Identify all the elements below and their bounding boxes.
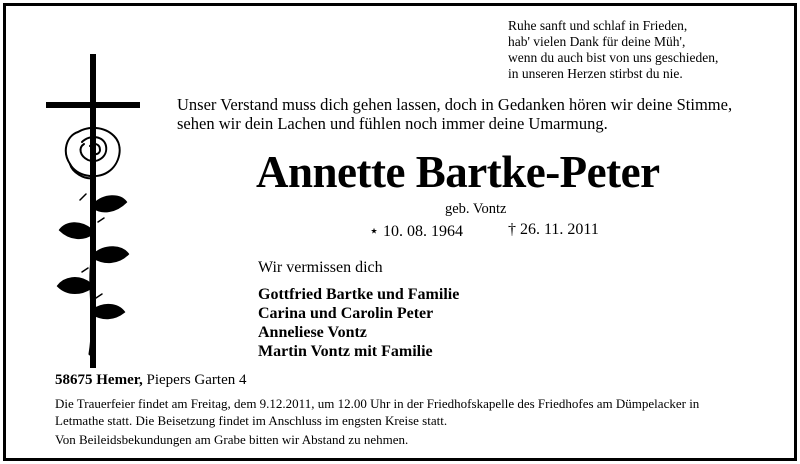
service-info xyxy=(55,395,699,429)
poem-line: in unseren Herzen stirbst du nie. xyxy=(508,66,683,81)
intro-text xyxy=(177,95,732,133)
cross-rose-illustration xyxy=(44,54,154,374)
mourner-entry: Gottfried Bartke und Familie xyxy=(258,286,460,303)
mourners-intro: Wir vermissen dich xyxy=(258,259,383,276)
deceased-name: Annette Bartke-Peter xyxy=(256,147,660,197)
rose-icon xyxy=(58,128,128,354)
mourner-entry: Carina und Carolin Peter xyxy=(258,305,434,322)
poem-line: Ruhe sanft und schlaf in Frieden, xyxy=(508,18,688,33)
address-city: 58675 Hemer, xyxy=(55,372,143,388)
address-street: Piepers Garten 4 xyxy=(146,372,247,388)
condolences-note: Von Beileidsbekundungen am Grabe bitten wir Abstand zu nehmen. xyxy=(55,432,409,447)
mourner-entry: Martin Vontz mit Familie xyxy=(258,343,433,360)
intro-line: sehen wir dein Lachen und fühlen noch immer deine Umarmung. xyxy=(177,114,608,133)
service-line: Letmathe statt. Die Beisetzung findet im Anschluss im engsten Kreise statt. xyxy=(55,413,448,428)
death-date: † 26. 11. 2011 xyxy=(508,221,599,238)
mourners-list xyxy=(258,285,459,361)
poem-line: hab' vielen Dank für deine Müh', xyxy=(508,34,686,49)
birth-date: ⋆ 10. 08. 1964 xyxy=(369,223,464,240)
poem-line: wenn du auch bist von uns geschieden, xyxy=(508,50,719,65)
birth-name: geb. Vontz xyxy=(445,201,507,217)
poem xyxy=(508,18,718,82)
address xyxy=(55,372,246,389)
service-line: Die Trauerfeier findet am Freitag, dem 9.12.2011, um 12.00 Uhr in der Friedhofskapelle des Friedhofes am Dümpelacker in xyxy=(55,396,700,411)
intro-line: Unser Verstand muss dich gehen lassen, doch in Gedanken hören wir deine Stimme, xyxy=(177,95,733,114)
mourner-entry: Anneliese Vontz xyxy=(258,324,367,341)
